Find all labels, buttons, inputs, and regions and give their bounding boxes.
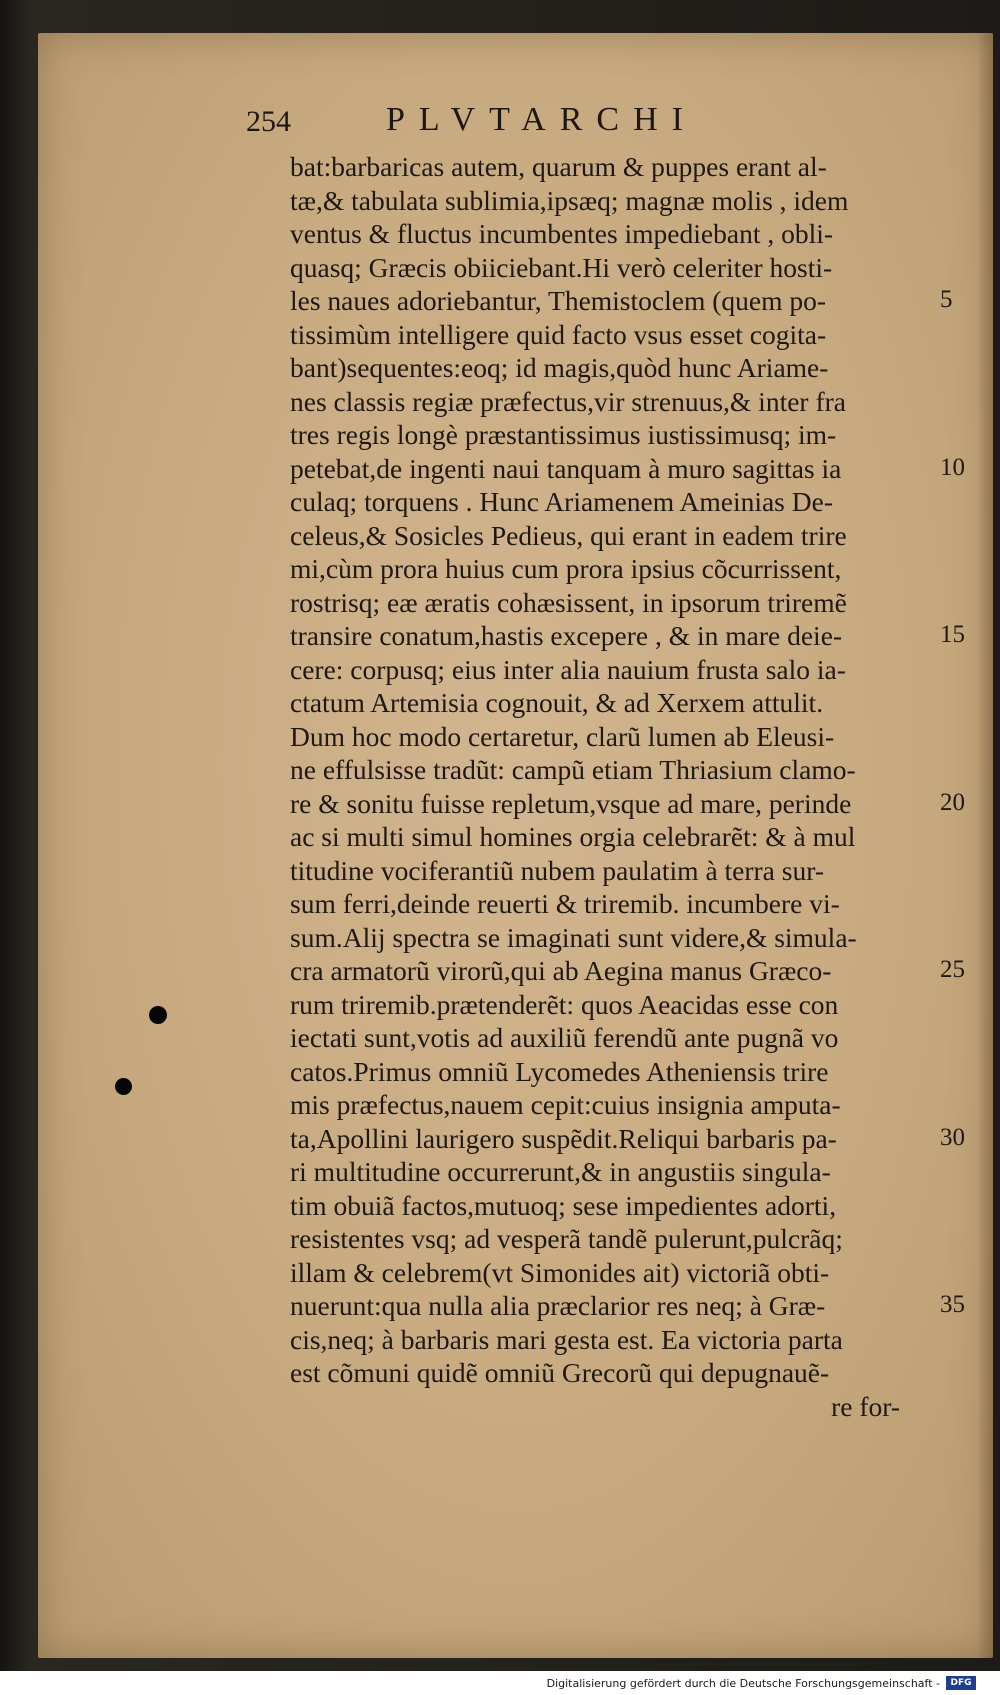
text-line: sum ferri,deinde reuerti & triremib. incumbere vi- <box>290 888 840 919</box>
catchword: re for- <box>831 1390 900 1422</box>
text-line: tres regis longè præstantissimus iustissimusq; im- <box>290 419 837 450</box>
text-line: transire conatum,hastis excepere , & in mare deie- <box>290 620 843 651</box>
text-line: celeus,& Sosicles Pedieus, qui erant in eadem trire <box>290 519 847 551</box>
text-line: cra armatorũ virorũ,qui ab Aegina manus Græco- <box>290 955 832 986</box>
text-line: mis præfectus,nauem cepit:cuius insignia amputa- <box>290 1089 841 1120</box>
text-line: catos.Primus omniũ Lycomedes Atheniensis trire <box>290 1055 829 1087</box>
text-line: rostrisq; eæ æratis cohæsissent, in ipsorum triremẽ <box>290 586 847 618</box>
text-line: quasq; Græcis obiiciebant.Hi verò celeriter hosti- <box>290 251 833 283</box>
page-edge-shadow <box>979 33 993 1658</box>
text-line: illam & celebrem(vt Simonides ait) victoriã obti- <box>290 1256 830 1288</box>
text-line: petebat,de ingenti naui tanquam à muro sagittas ia <box>290 452 842 484</box>
line-number: 30 <box>940 1123 965 1151</box>
text-line: ctatum Artemisia cognouit, & ad Xerxem attulit. <box>290 687 824 718</box>
line-number: 5 <box>940 286 953 313</box>
ink-blot-mark <box>149 1006 167 1024</box>
text-line: iectati sunt,votis ad auxiliũ ferendũ ante pugnã vo <box>290 1022 839 1053</box>
line-number: 20 <box>940 788 965 816</box>
text-line: nes classis regiæ præfectus,vir strenuus,& inter fra <box>290 385 846 417</box>
footer-credit <box>541 1671 982 1695</box>
text-line: ventus & fluctus incumbentes impediebant , obli- <box>290 218 834 249</box>
text-line: tissimùm intelligere quid facto vsus esset cogita- <box>290 318 827 350</box>
text-line: re & sonitu fuisse repletum,vsque ad mare, perinde <box>290 787 852 819</box>
text-line: sum.Alij spectra se imaginati sunt videre,& simula- <box>290 921 857 953</box>
text-line: nuerunt:qua nulla alia præclarior res neq; à Græ- <box>290 1290 826 1321</box>
text-line: cere: corpusq; eius inter alia nauium frusta salo ia- <box>290 653 846 685</box>
text-line: resistentes vsq; ad vesperã tandẽ pulerunt,pulcrãq; <box>290 1223 843 1254</box>
line-number: 15 <box>940 621 965 648</box>
line-number: 25 <box>940 956 965 983</box>
text-line: tæ,& tabulata sublimia,ipsæq; magnæ molis , idem <box>290 184 849 216</box>
text-line: ta,Apollini laurigero suspẽdit.Reliqui barbaris pa- <box>290 1122 837 1154</box>
page-number: 254 <box>246 105 291 138</box>
text-line: bat:barbaricas autem, quarum & puppes erant al- <box>290 151 827 182</box>
text-line: culaq; torquens . Hunc Ariamenem Ameinias De- <box>290 486 833 517</box>
text-line: titudine vociferantiũ nubem paulatim à terra sur- <box>290 854 824 886</box>
text-line: rum triremib.prætenderẽt: quos Aeacidas esse con <box>290 988 839 1020</box>
ink-blot-mark <box>115 1078 132 1095</box>
text-line: mi,cùm prora huius cum prora ipsius cõcurrissent, <box>290 553 842 584</box>
body-text <box>290 150 930 1423</box>
text-line: ac si multi simul homines orgia celebrarẽt: & à mul <box>290 821 856 852</box>
text-line: ri multitudine occurrerunt,& in angustiis singula- <box>290 1156 831 1187</box>
footer-credit-text: Digitalisierung gefördert durch die Deutsche Forschungsgemeinschaft - <box>546 1676 940 1690</box>
text-line: les naues adoriebantur, Themistoclem (quem po- <box>290 285 827 316</box>
text-line: est cõmuni quidẽ omniũ Grecorũ qui depugnauẽ- <box>290 1357 830 1388</box>
text-line: Dum hoc modo certaretur, clarũ lumen ab Eleusi- <box>290 720 835 752</box>
running-head <box>246 95 806 155</box>
line-number: 10 <box>940 453 965 481</box>
running-title: PLVTARCHI <box>386 101 697 138</box>
text-line: cis,neq; à barbaris mari gesta est. Ea victoria parta <box>290 1323 843 1355</box>
text-line: bant)sequentes:eoq; id magis,quòd hunc Ariame- <box>290 352 829 383</box>
text-line: tim obuiã factos,mutuoq; sese impedientes adorti, <box>290 1189 837 1221</box>
dfg-logo: DFG <box>946 1676 976 1690</box>
line-number: 35 <box>940 1291 965 1318</box>
text-line: ne effulsisse tradũt: campũ etiam Thriasium clamo- <box>290 754 856 785</box>
